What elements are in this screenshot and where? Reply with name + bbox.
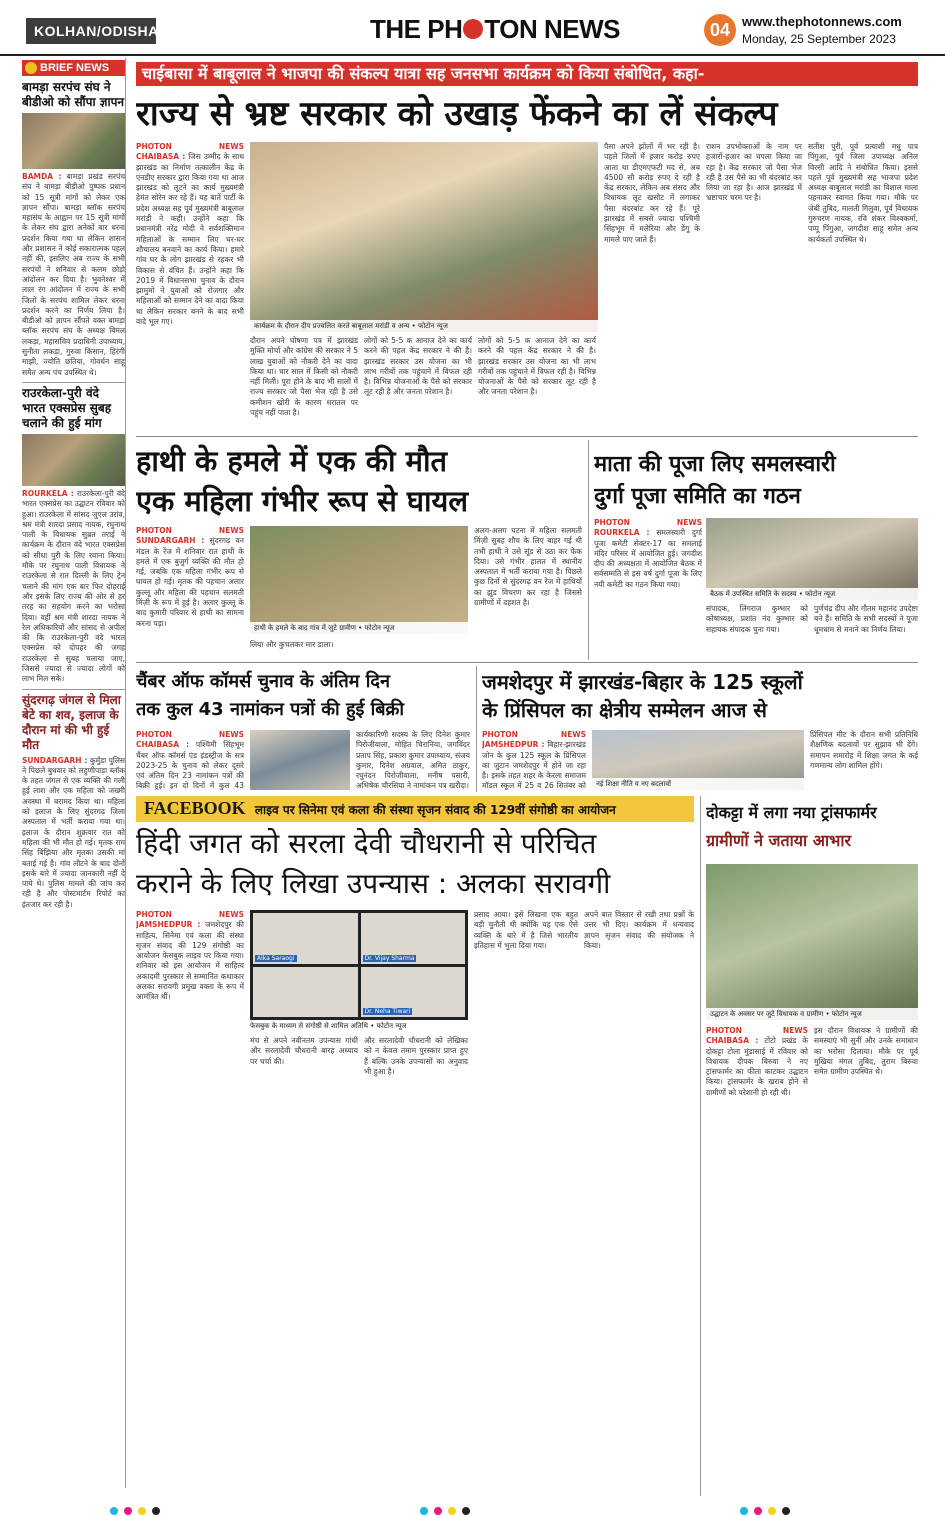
transformer-photo-caption: उद्घाटन के अवसर पर जुटे विधायक व ग्रामीण • फोटोन न्यूज (706, 1008, 918, 1020)
registration-dot (754, 1507, 762, 1515)
alka-col-4: प्रसाद आया। इसे लिखना एक बहुत बड़ी चुनौती थी क्योंकि यह एक ऐसे व्यक्ति के बारे में है जिसे भारतीय इतिहास में भुला दिया गया। (474, 910, 578, 950)
registration-dot (124, 1507, 132, 1515)
registration-dot (434, 1507, 442, 1515)
chamber-headline-line-1: चैंबर ऑफ कॉमर्स चुनाव के अंतिम दिन (136, 671, 390, 692)
brief-body-bamda: BAMDA : बामड़ा प्रखंड सरपंच संघ ने बामड़ा बीडीओ पुष्पक प्रधान को 15 सूत्री मांगों को लेकर एक ज्ञापन सौंपा। बामड़ा ब्लॉक सरपंच महासंघ के आह्वान पर 15 सूत्री मांगों के लेकर संघ द्वारा अनेकों बार धरना प्रदर्शन किया गया था लेकिन शासन और प्रशासन ने कोई सकारात्मक पहल नहीं की, इसलिए अब राज्य के सभी सरपंचों ने शनिवार से कलम छोड़ो आंदोलन कर दिया है। भुवनेश्वर में लाल रंग आंदोलन में राज्य के सभी जिलों के सरपंच शामिल लेकर धरना प्रदर्शन करने का निर्णय लिया है। बीडीओ को ज्ञापन सौंपते वक्त बामड़ा ब्लॉक सरपंच संघ के अध्यक्ष बिमल लकड़ा, महासचिव प्रदाधिनी उपाध्याय, सुनीता लकड़ा, गुरुवा किसान, हिरंगी माझी, ज्योति छतिया, गोवर्धन साहू समेत अन्य पंच उपस्थित थे। (22, 172, 126, 377)
durga-headline-line-2: दुर्गा पूजा समिति का गठन (594, 484, 801, 509)
alka-photo-caption: फेसबुक के माध्यम से संगोष्ठी से शामिल अतिथि • फोटोन न्यूज (250, 1022, 468, 1031)
video-meeting-screenshot (250, 910, 468, 1020)
alka-col-5: अपने बात विस्तार से रखी तथा प्रश्नों के उत्तर भी दिए। कार्यक्रम में धन्यवाद ज्ञापन सृजन संवाद की संयोजक ने किया। (584, 910, 694, 950)
meeting-tile: Dr. Neha Tiwari (361, 967, 466, 1018)
brief-headline-bamda: बामड़ा सरपंच संघ ने बीडीओ को सौंपा ज्ञापन (22, 80, 125, 109)
elephant-photo (250, 526, 468, 634)
school-col-1: PHOTON NEWS JAMSHEDPUR : बिहार-झारखंड जोन के कुल 125 स्कूल के प्रिंसिपल का जुटान जमशेदपुर में होने जा रहा है। इसके तहत शहर के केरला समाजम मॉडल स्कूल में 25 व 26 सितंबर को (482, 730, 586, 790)
transformer-col-1: PHOTON NEWS CHAIBASA : टोंटो प्रखंड के दोकट्टा टोला मुंडासाई में रविवार को विधायक दीपक बिरुवा ने नए ट्रांसफार्मर का फीता काटकर उद्घाटन किया। ट्रांसफार्मर के खराब होने से ग्रामीणों को परेशानी हो रही थी। (706, 1026, 808, 1097)
durga-photo (706, 518, 918, 600)
school-col-4: प्रिंसिपल मीट के दौरान सभी प्रतिनिधि शैक्षणिक बदलावों पर सुझाव भी देंगे। समापन समारोह में शिक्षा जगत के कई गणमान्य लोग शामिल होंगे। (810, 730, 918, 770)
brief-body-sundargarh: SUNDARGARH : कुर्मुंडा पुलिस ने पिछले बुधवार को लहुणीपाड़ा ब्लॉक के तहत जंगल से एक व्यक्ति की गली हुई लाश और एक महिला को जख्मी अवस्था में बरामद किया था। महिला को इलाज के लिए सुंदरगढ़ जिला अस्पताल में भर्ती कराया गया था। इलाज के दौरान शुक्रवार रात को महिला की भी मौत हो गई। मृतक राम सिंह बिंझिया और मृतका उसकी मां बताई गई है। गांव लौटने के बाद दोनों इसके बारे में ज्यादा जानकारी नहीं दे पाये थे। पुलिस मामले की जांच कर रही है और पोस्टमार्टम रिपोर्ट का इंतजार कर रही है। (22, 755, 125, 909)
facebook-live-kicker: FACEBOOK लाइव पर सिनेमा एवं कला की संस्था सृजन संवाद की 129वीं संगोष्ठी का आयोजन (136, 796, 694, 822)
durga-headline-line-1: माता की पूजा लिए समलस्वारी (594, 452, 836, 477)
top-story-col-3: लोगों को 5-5 क आनाज देने का कार्य करने की पहल केंद्र सरकार ने की है। झारखंड सरकार उस योजना का भी लाभ गरीबों तक पहुंचाने में विफल रही है। विभिन्न योजनाओं के पैसे को सरकार लूट रही है और जनता परेशान है। (478, 336, 596, 397)
brief-news-label: BRIEF NEWS (22, 60, 125, 76)
alka-col-1: PHOTON NEWS JAMSHEDPUR : जमशेदपुर की साहित्य, सिनेमा एवं कला की संस्था सृजन संवाद की 129 संगोष्ठी का आयोजन फेसबुक लाइव पर किया गया। शनिवार को इस आयोजन में साहित्य अकादमी पुरस्कार से सम्मानित कथाकार अलका सरावगी प्रमुख वक्ता के रूप में आमंत्रित थीं। (136, 910, 244, 1002)
elephant-headline-line-2: एक महिला गंभीर रूप से घायल (136, 484, 469, 518)
divider (136, 436, 918, 437)
left-brief-column (22, 58, 126, 1488)
camera-lens-logo-icon (463, 19, 483, 39)
brief-headline-sundargarh: सुंदरगढ़ जंगल से मिला बेटे का शव, इलाज के दौरान मां की भी हुई मौत (22, 689, 125, 753)
transformer-headline-line-1: दोकट्टा में लगा नया ट्रांसफार्मर (706, 803, 877, 822)
top-story-col-5: राशन उपभोक्ताओं के नाम पर हजारों-हजार का घपला किया जा रहा है। केंद्र सरकार जो पैसा भेज रही है उस पैसे का भी बंदरबांट कर लिया जा रहा है। आज झारखंड में भ्रष्टाचार चरम पर है। (706, 142, 802, 203)
top-story-photo (250, 142, 598, 332)
school-photo (592, 730, 804, 790)
meeting-tile: Dr. Vijay Sharma (361, 913, 466, 964)
newspaper-title: THE PH TON NEWS (370, 14, 620, 44)
divider (588, 440, 589, 660)
chamber-photo (250, 730, 350, 790)
issue-date: Monday, 25 September 2023 (742, 32, 896, 46)
transformer-headline-line-2: ग्रामीणों ने जताया आभार (706, 831, 852, 850)
registration-dot (110, 1507, 118, 1515)
region-tag: KOLHAN/ODISHA (26, 18, 156, 44)
alka-headline-line-1: हिंदी जगत को सरला देवी चौधरानी से परिचित (136, 827, 597, 860)
divider (476, 666, 477, 792)
transformer-photo (706, 864, 918, 1020)
website-url[interactable]: www.thephotonnews.com (742, 14, 902, 29)
durga-photo-caption: बैठक में उपस्थित समिति के सदस्य • फोटोन न्यूज (706, 588, 918, 600)
durga-col-1: PHOTON NEWS ROURKELA : समलस्वारी दुर्गा पूजा कमेटी सेक्टर-17 का समलाई मंदिर परिसर में आयोजित हुई। जगदीश दीप की अध्यक्षता में आयोजित बैठक में सर्वसम्मति से इस वर्ष दुर्गा पूजा के लिए नयी कमेटी का गठन किया गया। (594, 518, 702, 589)
brief-logo-icon (25, 62, 37, 74)
durga-col-3: पुर्णचंद्र दीप और गौतम महानंद उपदेष्टा बने हैं। समिति के सभी सदस्यों ने पूजा धूमधाम से मनाने का निर्णय लिया। (814, 604, 918, 634)
registration-dot (420, 1507, 428, 1515)
registration-dot (740, 1507, 748, 1515)
registration-dot (138, 1507, 146, 1515)
elephant-col-3: अलग-अलग घटना में महिला सलमती मिंज़ी सुबह शौच के लिए बाहर गई थी तभी हाथी ने उसे सूंड से उठा कर फेंक दिया। उसे गंभीर हालत में स्थानीय अस्पताल में भर्ती कराया गया है। पिछले कुछ दिनों से सुंदरगढ़ वन रेंज में हाथियों का झुंड विचरण कर रहा है जिससे ग्रामीणों में दहशत है। (474, 526, 582, 608)
brief-headline-vande-bharat: राउरकेला-पुरी वंदे भारत एक्सप्रेस सुबह चलाने की हुई मांग (22, 382, 125, 431)
masthead (0, 0, 945, 56)
elephant-col-1: PHOTON NEWS SUNDARGARH : सुंदरगढ़ वन मंडल के रेंज में शनिवार रात हाथी के हमले में एक बुजुर्ग व्यक्ति की मौत हो गई, जबकि एक महिला गंभीर रूप से घायल हो गई। मृतक की पहचान अलार कुल्लू और महिला की पहचान सलमती मिंज़ी के रूप में हुई है। अलार कुल्लू के बाद कुमारी परिवार से हाथी का सामना करना पड़ा। (136, 526, 244, 628)
top-story-col-2b: लोगों को 5-5 क आनाज देने का कार्य करने की पहल केंद्र सरकार ने की है। झारखंड सरकार उस योजना का भी लाभ गरीबों तक पहुंचाने में विफल रही है। विभिन्न योजनाओं के पैसे को सरकार लूट रही है और जनता परेशान है। (364, 336, 472, 397)
meeting-tile: Alka Saraogi (253, 913, 358, 964)
top-story-col-6: सतीश पुरी, पूर्व प्रत्याशी मधु पात्र पिंगुआ, पूर्व जिला उपाध्यक्ष अनिल विरसी आदि ने संबोधित किया। इससे पहले पूर्व मुख्यमंत्री सह भाजपा प्रदेश अध्यक्ष बाबूलाल मरांडी का विशाल माला पहनाकर स्वागत किया गया। मौके पर जेबी तुबिद, मालती गिलुवा, पूर्व विधायक गुरुचरण नायक, रवि शंकर विश्वकर्मा, पप्पू पिंगुआ, जगदीश साहू समेत अन्य कार्यकर्ता उपस्थित थे। (808, 142, 918, 244)
alka-headline-line-2: कराने के लिए लिखा उपन्यास : अलका सरावगी (136, 867, 611, 900)
school-photo-caption: नई शिक्षा नीति व नए बदलावों (592, 778, 804, 790)
registration-dot (768, 1507, 776, 1515)
print-registration-marks (740, 1500, 945, 1508)
print-registration-marks (110, 1500, 410, 1508)
top-story-col-2: दौरान अपने घोषणा पत्र में झारखंड मुक्ति मोर्चा और कांग्रेस की सरकार ने 5 लाख युवाओं को नौकरी देने का वादा किया था। चार साल में किसी को नौकरी नहीं मिली। पूरा होने के बाद भी सालों में राज्य सरकार जो पैसा भेज रही है उसे कमीशन खोरी के कारण धरातल पर पहुंच नहीं पाता है। (250, 336, 358, 418)
elephant-headline-line-1: हाथी के हमले में एक की मौत (136, 444, 448, 478)
registration-dot (462, 1507, 470, 1515)
page-number-badge: 04 (704, 14, 736, 46)
school-headline-line-2: के प्रिंसिपल का क्षेत्रीय सम्मेलन आज से (482, 698, 767, 722)
brief-body-vande-bharat: ROURKELA : राउरकेला-पुरी वंदे भारत एक्सप्रेस का उद्घाटन रविवार को हुआ। राउरकेला में सांसद जुएल उरांव, श्रम मंत्री शारदा प्रसाद नायक, रघुनाथ पाली के विधायक सुब्रत तराई ने कार्यक्रम के दौरान वंदे भारत एक्सप्रेस को सीधा पुरी के लिए रवाना किया। मौके पर रघुनाथ पाली विधायक ने राउरकेला से रात दिल्ली के लिए ट्रेन चलाने की मांग एक बार फिर दोहराई और इसके लिए राज्य की ओर से हर तरह का सहयोग करने का भरोसा दिया। वहीं श्रम मंत्री शारदा नायक ने रेल अधिकारियों और सांसद से अपील की कि राउरकेला-पुरी वंदे भारत एक्सप्रेस को दोपहर की जगह राउरकेला से सुबह चलाया जाए, जिससे ज्यादा से ज्यादा लोगों को लाभ मिल सके। (22, 488, 125, 684)
top-story-col-4: पैसा अपने झोलों में भर रही है। पहले जिलों में हजार करोड़ रुपए आता था डीएमएफटी मद से, अब 4500 सौ करोड़ रुपए दे रही है केंद्र सरकार, लेकिन अब संसद और विधायक लूट खसोट में लगाकर पैसा बंदरबांट कर रहे हैं। पूरे झारखंड में सबसे ज्यादा पश्चिमी सिंहभूम में मलेरिया और डेंगू के मामले पाए जाते हैं। (604, 142, 700, 244)
top-story-kicker: चाईबासा में बाबूलाल ने भाजपा की संकल्प यात्रा सह जनसभा कार्यक्रम को किया संबोधित, कहा- (136, 62, 918, 86)
alka-col-2: मंच से अपने नवीनतम उपन्यास गांधी और सरलादेवी चौधरानी बारह अध्याय पर चर्चा की। (250, 1036, 358, 1066)
alka-col-3: और सरलादेवी चौधरानी को लेखिका को न केवल तमाम पुरस्कार प्राप्त हुए हैं बल्कि उनके उपन्यासों का अनुवाद भी हुआ है। (364, 1036, 468, 1076)
chamber-headline-line-2: तक कुल 43 नामांकन पत्रों की हुई बिक्री (136, 699, 405, 720)
meeting-tile (253, 967, 358, 1018)
transformer-col-2: इस दौरान विधायक ने ग्रामीणों की समस्याएं भी सुनीं और उनके समाधान का भरोसा दिलाया। मौके पर पूर्व मुखिया मंगल तुबिद, तुराम बिरुवा समेत ग्रामीण उपस्थित थे। (814, 1026, 918, 1077)
registration-dot (782, 1507, 790, 1515)
school-headline-line-1: जमशेदपुर में झारखंड-बिहार के 125 स्कूलों (482, 670, 803, 694)
registration-dot (152, 1507, 160, 1515)
elephant-col-2: लिया और कुचलकर मार डाला। (250, 640, 334, 649)
bamda-photo (22, 113, 125, 169)
vande-bharat-photo (22, 434, 125, 486)
elephant-photo-caption: हाथी के हमले के बाद गांव में जुटे ग्रामीण • फोटोन न्यूज (250, 622, 468, 634)
top-story-headline: राज्य से भ्रष्ट सरकार को उखाड़ फेंकने का लें संकल्प (136, 94, 778, 134)
chamber-col-3: कार्यकारिणी सदस्य के लिए दिनेश कुमार पिरोजीवाला, मोहित चिरानिया, जगविंदर प्रताप सिंह, प्रकाश कुमार उपाध्याय, संजय कुमार, दिनेश अग्रवाल, अमित ठाकुर, रघुनंदन पिरोजीवाला, मनीष पसारी, अभिषेक चौरसिया ने नामांकन पत्र खरीदा। (356, 730, 470, 790)
chamber-col-1: PHOTON NEWS CHAIBASA : पश्चिमी सिंहभूम चैंबर ऑफ कॉमर्स एंड इंडस्ट्रीज के सत्र 2023-25 के चुनाव को लेकर दूसरे एवं अंतिम दिन 23 नामांकन पत्रों की बिक्री हुई। इन दो दिनों में कुल 43 (136, 730, 244, 790)
top-story-photo-caption: कार्यक्रम के दौरान दीप प्रज्वलित करते बाबूलाल मरांडी व अन्य • फोटोन न्यूज (250, 320, 598, 332)
divider (136, 662, 918, 663)
registration-dot (448, 1507, 456, 1515)
divider (700, 796, 701, 1496)
top-story-col-1: PHOTON NEWS CHAIBASA : जिस उम्मीद के साथ झारखंड का निर्माण तत्कालीन केंद्र के एनडीए सरकार द्वारा किया गया था आज झारखंड को लूटने का कार्य मुख्यमंत्री हेमंत सोरेन कर रहे हैं। यह बातें पार्टी के प्रदेश अध्यक्ष सह पूर्व मुख्यमंत्री बाबूलाल मरांडी ने कही। उन्होंने कहा कि प्रधानमंत्री नरेंद्र मोदी ने सर्वशक्तिमान महिलाओं के सम्मान लिए घर-घर शौचालय बनवाने का कार्य किया। हमारे गांव घर के लोग झारखंड से रहकर भी विकास से वंचित हैं। उन्होंने कहा कि 2019 में विधानसभा चुनाव के दौरान झामुमो ने युवाओं को रोजगार और महिलाओं को सम्मान देने का वादा किया था लेकिन सरकार बनने के बाद सभी वादे भूल गए। (136, 142, 244, 327)
durga-col-2: संपादक, लिंगराज कुम्भार को कोषाध्यक्ष, प्रशांत नंद कुम्भार को सहायक संपादक चुना गया। (706, 604, 808, 634)
print-registration-marks (420, 1500, 720, 1508)
